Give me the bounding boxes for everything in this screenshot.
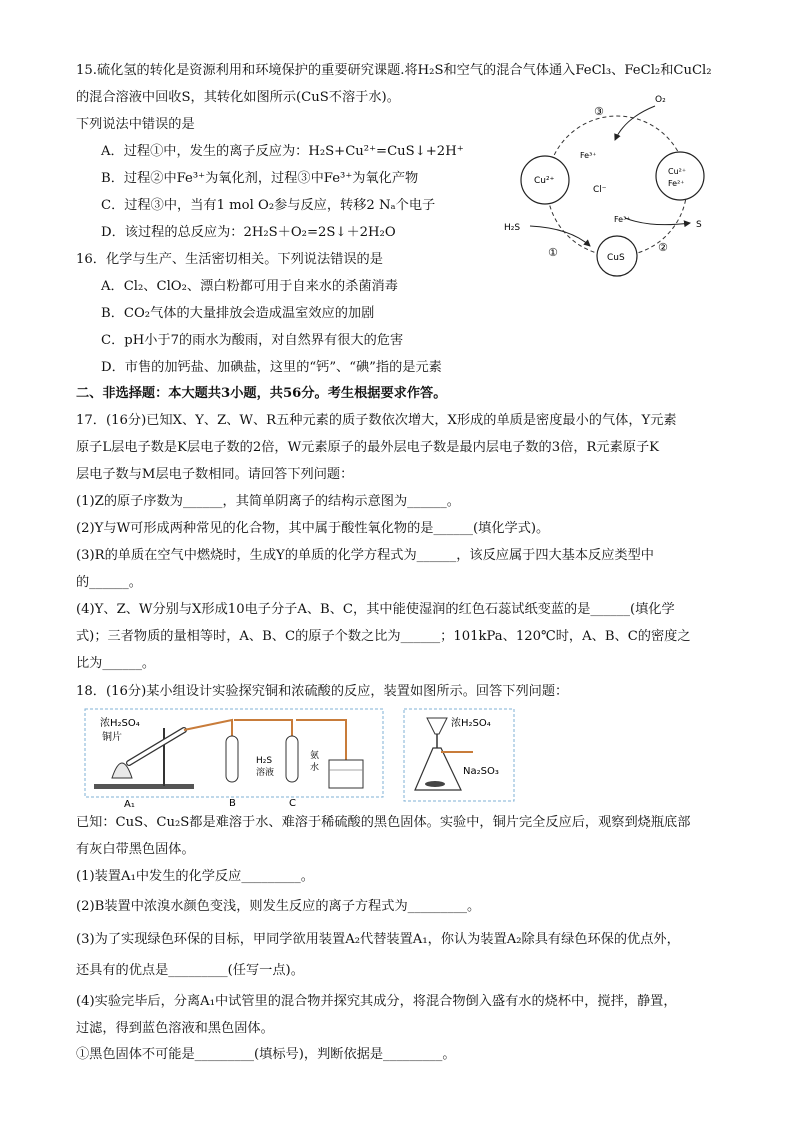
q17-line-2: 原子L层电子数是K层电子数的2倍，W元素原子的最外层电子数是最内层电子数的3倍，R元素原子K [76, 440, 660, 455]
o2-label: O₂ [655, 95, 666, 105]
label-a1: A₁ [124, 799, 135, 810]
fe3-bottom-label: Fe³⁺ [614, 215, 631, 224]
q17-part-3b: 的______。 [76, 575, 142, 590]
test-tube-c [286, 736, 298, 782]
cus-label: CuS [607, 253, 625, 263]
q15-option-b: B．过程②中Fe³⁺为氧化剂，过程③中Fe³⁺为氧化产物 [101, 171, 419, 186]
label-b: B [229, 798, 236, 809]
q17-part-4b: 式)；三者物质的量相等时，A、B、C的原子个数之比为______；101kPa、120℃时，A、B、C的密度之 [76, 629, 691, 644]
s-label: S [696, 220, 702, 230]
h2so4-label-a2: 浓H₂SO₄ [451, 718, 491, 729]
q18-stem: 18．(16分)某小组设计实验探究铜和浓硫酸的反应，装置如图所示。回答下列问题： [76, 684, 569, 699]
q17-part-2: (2)Y与W可形成两种常见的化合物，其中属于酸性氧化物的是______(填化学式)。 [76, 521, 550, 536]
q16-option-c: C．pH小于7的雨水为酸雨，对自然界有很大的危害 [101, 333, 404, 348]
cu2-right-label: Cu²⁺ [668, 167, 687, 176]
q17-line-1: 17．(16分)已知X、Y、Z、W、R五种元素的质子数依次增大，X形成的单质是密度最小的气体，Y元素 [76, 413, 677, 428]
ammonia-label-2: 水 [310, 763, 320, 773]
q17-part-4a: (4)Y、Z、W分别与X形成10电子分子A、B、C，其中能使湿润的红色石蕊试纸变蓝的是______(填化学 [76, 602, 675, 617]
q17-line-3: 层电子数与M层电子数相同。请回答下列问题： [76, 467, 354, 482]
na2so3-label: Na₂SO₃ [463, 766, 499, 777]
q18-part-2: (2)B装置中浓溴水颜色变浅，则发生反应的离子方程式为_________。 [76, 899, 481, 914]
fe3-top-label: Fe³⁺ [580, 151, 597, 160]
step2-label: ② [658, 241, 668, 254]
tube-c-beaker [296, 720, 346, 766]
q18-known-2: 有灰白带黑色固体。 [76, 842, 195, 857]
h2s-arrow [530, 226, 590, 246]
q17-part-1: (1)Z的原子序数为______，其简单阴离子的结构示意图为______。 [76, 494, 460, 509]
q18-part-4b: 过滤，得到蓝色溶液和黑色固体。 [76, 1021, 274, 1036]
q18-part-4c: ①黑色固体不可能是_________(填标号)，判断依据是_________。 [76, 1047, 456, 1062]
o2-arrow [615, 106, 655, 140]
test-tube-b [226, 736, 238, 782]
q18-part-3b: 还具有的优点是_________(任写一点)。 [76, 963, 304, 978]
s-arrow [625, 218, 690, 225]
step1-label: ① [548, 246, 558, 259]
q18-part-3a: (3)为了实现绿色环保的目标，甲同学欲用装置A₂代替装置A₁，你认为装置A₂除具有绿色环保的优点外， [76, 932, 680, 947]
apparatus-a1-b-c-diagram [84, 708, 384, 810]
h2s-solution-label-1: H₂S [256, 756, 273, 766]
cu2-left-label: Cu²⁺ [534, 176, 555, 186]
cu-fe-node [656, 152, 704, 200]
q15-option-d: D．该过程的总反应为：2H₂S＋O₂=2S↓＋2H₂O [101, 225, 396, 240]
q15-line-2: 的混合溶液中回收S，其转化如图所示(CuS不溶于水)。 [76, 90, 400, 105]
q16-option-b: B．CO₂气体的大量排放会造成温室效应的加剧 [101, 306, 375, 321]
stand-base [94, 784, 194, 789]
solid-na2so3 [425, 781, 445, 787]
step3-label: ③ [594, 105, 604, 118]
q18-part-1: (1)装置A₁中发生的化学反应_________。 [76, 869, 314, 884]
q17-part-3a: (3)R的单质在空气中燃烧时，生成Y的单质的化学方程式为______，该反应属于四大基本反应类型中 [76, 548, 654, 563]
q18-part-4a: (4)实验完毕后，分离A₁中试管里的混合物并探究其成分，将混合物倒入盛有水的烧杯中，搅拌，静置， [76, 994, 677, 1009]
tube-ab [184, 720, 232, 768]
q16-option-d: D．市售的加钙盐、加碘盐，这里的“钙”、“碘”指的是元素 [101, 360, 442, 375]
q15-option-c: C．过程③中，当有1 mol O₂参与反应，转移2 Nₐ个电子 [101, 198, 436, 213]
q15-stem: 下列说法中错误的是 [76, 117, 195, 132]
q15-line-1: 15.硫化氢的转化是资源利用和环境保护的重要研究课题.将H₂S和空气的混合气体通入FeCl₃、FeCl₂和CuCl₂ [76, 63, 712, 78]
dropping-funnel [427, 718, 447, 734]
q15-option-a: A．过程①中，发生的离子反应为：H₂S+Cu²⁺=CuS↓+2H⁺ [101, 144, 464, 159]
q16-stem: 16．化学与生产、生活密切相关。下列说法错误的是 [76, 252, 383, 267]
label-c: C [289, 798, 296, 809]
apparatus-a2-diagram [403, 708, 515, 804]
h2s-solution-label-2: 溶液 [256, 768, 275, 778]
ammonia-label-1: 氨 [310, 751, 320, 761]
section-2-heading: 二、非选择题：本大题共3小题，共56分。考生根据要求作答。 [76, 386, 447, 401]
ammonia-beaker [329, 760, 363, 788]
h2s-label: H₂S [504, 223, 521, 233]
sulfide-cycle-diagram [500, 88, 730, 288]
q18-known-1: 已知：CuS、Cu₂S都是难溶于水、难溶于稀硫酸的黑色固体。实验中，铜片完全反应后，观察到烧瓶底部 [76, 815, 691, 830]
q17-part-4c: 比为______。 [76, 656, 156, 671]
h2so4-label-a1: 浓H₂SO₄ [100, 718, 140, 729]
q16-option-a: A．Cl₂、ClO₂、漂白粉都可用于自来水的杀菌消毒 [101, 279, 398, 294]
fe2-right-label: Fe²⁺ [668, 179, 685, 188]
cu-sheet-label: 铜片 [102, 732, 122, 743]
cl-label: Cl⁻ [593, 185, 607, 195]
